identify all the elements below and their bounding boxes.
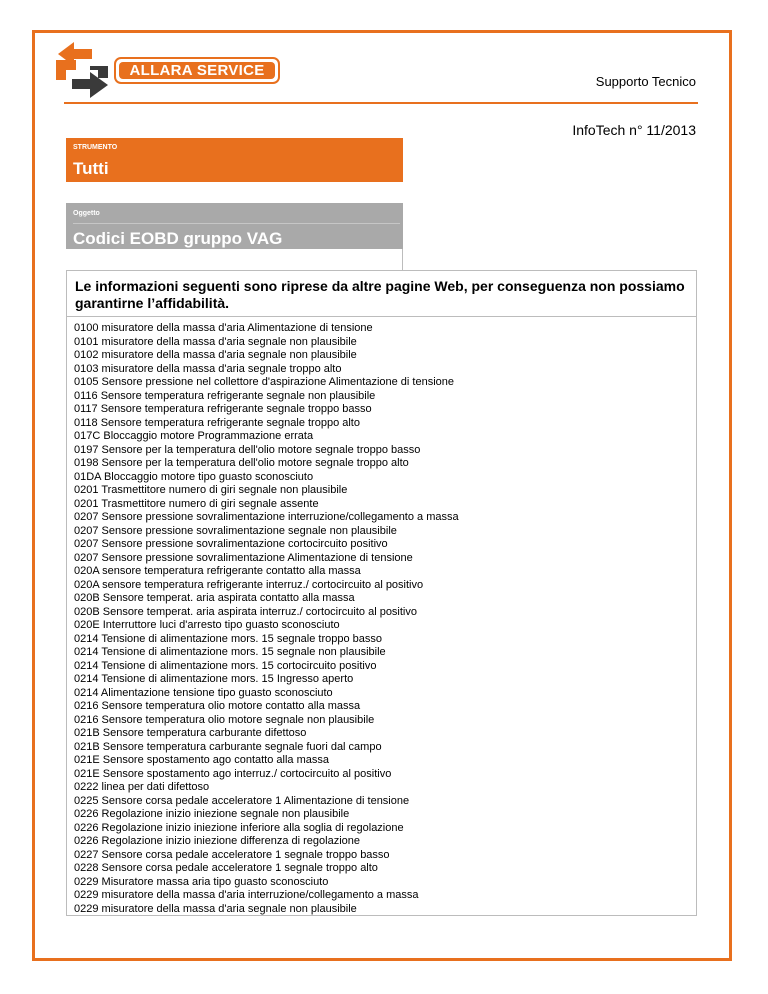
code-item: 0226 Regolazione inizio iniezione segnale non plausibile xyxy=(74,808,350,820)
code-item: 020E Interruttore luci d'arresto tipo guasto sconosciuto xyxy=(74,619,340,631)
code-item: 0207 Sensore pressione sovralimentazione segnale non plausibile xyxy=(74,524,397,537)
code-item: 0225 Sensore corsa pedale acceleratore 1 Alimentazione di tensione xyxy=(74,794,410,807)
code-item: 021B Sensore temperatura carburante segnale fuori dal campo xyxy=(74,740,382,753)
code-item: 0101 misuratore della massa d'aria segnale non plausibile xyxy=(74,335,357,348)
code-item: 021E Sensore spostamento ago interruz./ cortocircuito al positivo xyxy=(74,767,392,780)
code-item: 0117 Sensore temperatura refrigerante segnale troppo basso xyxy=(74,403,372,415)
code-item: 0214 Tensione di alimentazione mors. 15 cortocircuito positivo xyxy=(74,659,377,672)
logo-text: ALLARA SERVICE xyxy=(119,62,275,79)
code-item: 01DA Bloccaggio motore tipo guasto sconosciuto xyxy=(74,470,314,483)
code-item: 0207 Sensore pressione sovralimentazione Alimentazione di tensione xyxy=(74,551,413,564)
codes-list xyxy=(67,317,696,916)
code-item: 0201 Trasmettitore numero di giri segnale assente xyxy=(74,497,319,510)
code-item: 0214 Alimentazione tensione tipo guasto sconosciuto xyxy=(74,686,333,699)
code-item: 0207 Sensore pressione sovralimentazione cortocircuito positivo xyxy=(74,538,388,550)
code-item: 017C Bloccaggio motore Programmazione errata xyxy=(74,430,314,442)
code-item: 020A sensore temperatura refrigerante interruz./ cortocircuito al positivo xyxy=(74,578,424,591)
code-item: 0229 Misuratore massa aria tipo guasto sconosciuto xyxy=(74,875,329,888)
disclaimer-text: Le informazioni seguenti sono riprese da altre pagine Web, per conseguenza non possiamo garantirne l’affidabilità. xyxy=(67,271,696,317)
code-item: 0102 misuratore della massa d'aria segnale non plausibile xyxy=(74,349,357,361)
logo-wordmark xyxy=(114,57,280,84)
code-item: 021B Sensore temperatura carburante difettoso xyxy=(74,727,307,739)
code-item: 0201 Trasmettitore numero di giri segnale non plausibile xyxy=(74,484,348,496)
header-divider xyxy=(64,102,698,104)
code-item: 0229 misuratore della massa d'aria interruzione/collegamento a massa xyxy=(74,889,419,901)
code-item: 0214 Tensione di alimentazione mors. 15 segnale non plausibile xyxy=(74,646,386,658)
code-item: 0105 Sensore pressione nel collettore d'aspirazione Alimentazione di tensione xyxy=(74,376,455,388)
code-item: 0214 Tensione di alimentazione mors. 15 segnale troppo basso xyxy=(74,632,382,645)
code-item: 020B Sensore temperat. aria aspirata interruz./ cortocircuito al positivo xyxy=(74,605,417,618)
code-item: 0226 Regolazione inizio iniezione inferiore alla soglia di regolazione xyxy=(74,821,404,834)
code-item: 0222 linea per dati difettoso xyxy=(74,781,210,793)
code-item: 0118 Sensore temperatura refrigerante segnale troppo alto xyxy=(74,416,360,429)
strumento-label: STRUMENTO xyxy=(73,144,118,151)
content-panel xyxy=(66,270,697,916)
logo-arrows-icon xyxy=(52,40,114,100)
code-item: 0207 Sensore pressione sovralimentazione interruzione/collegamento a massa xyxy=(74,511,459,523)
code-item: 0197 Sensore per la temperatura dell'olio motore segnale troppo basso xyxy=(74,443,421,456)
oggetto-box xyxy=(66,203,403,249)
oggetto-label: Oggetto xyxy=(73,210,100,217)
infotech-number: InfoTech n° 11/2013 xyxy=(572,122,696,138)
code-item: 0227 Sensore corsa pedale acceleratore 1 segnale troppo basso xyxy=(74,848,390,861)
oggetto-value: Codici EOBD gruppo VAG xyxy=(73,229,283,248)
code-item: 0216 Sensore temperatura olio motore segnale non plausibile xyxy=(74,713,375,726)
allara-service-logo xyxy=(52,40,292,100)
code-item: 020B Sensore temperat. aria aspirata contatto alla massa xyxy=(74,592,355,604)
box-connector-line xyxy=(402,249,403,271)
code-item: 0100 misuratore della massa d'aria Alimentazione di tensione xyxy=(74,322,373,334)
oggetto-divider xyxy=(73,223,400,224)
code-item: 0198 Sensore per la temperatura dell'olio motore segnale troppo alto xyxy=(74,457,409,469)
code-item: 0216 Sensore temperatura olio motore contatto alla massa xyxy=(74,700,361,712)
code-item: 0226 Regolazione inizio iniezione differenza di regolazione xyxy=(74,835,360,847)
code-item: 0214 Tensione di alimentazione mors. 15 Ingresso aperto xyxy=(74,673,354,685)
code-item: 0103 misuratore della massa d'aria segnale troppo alto xyxy=(74,362,342,375)
support-label: Supporto Tecnico xyxy=(595,74,696,89)
code-item: 0116 Sensore temperatura refrigerante segnale non plausibile xyxy=(74,389,376,402)
code-item: 0228 Sensore corsa pedale acceleratore 1 segnale troppo alto xyxy=(74,862,378,874)
code-item: 020A sensore temperatura refrigerante contatto alla massa xyxy=(74,565,361,577)
code-item: 021E Sensore spostamento ago contatto alla massa xyxy=(74,754,329,766)
strumento-box xyxy=(66,138,403,182)
code-item: 0229 misuratore della massa d'aria segnale non plausibile xyxy=(74,902,357,915)
strumento-value: Tutti xyxy=(73,159,109,178)
